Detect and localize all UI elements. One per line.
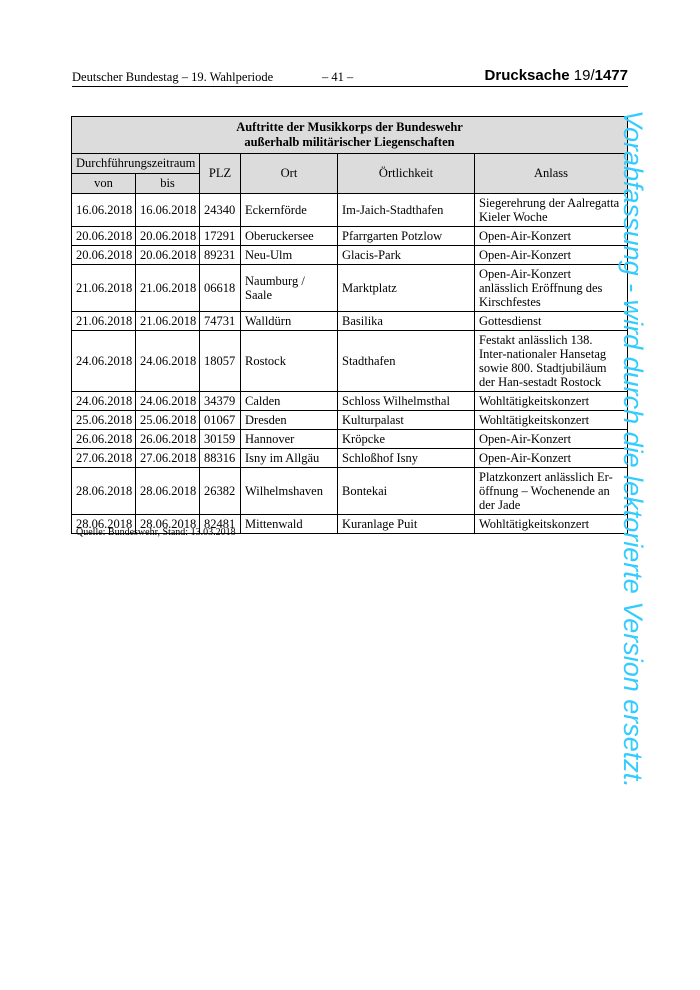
row-anlass: Siegerehrung der Aalregatta Kieler Woche xyxy=(475,194,628,227)
row-plz: 89231 xyxy=(200,246,241,265)
page-number: – 41 – xyxy=(322,70,354,84)
row-oertlichkeit: Kulturpalast xyxy=(338,411,475,430)
row-von: 20.06.2018 xyxy=(72,227,136,246)
row-oertlichkeit: Kuranlage Puit xyxy=(338,515,475,534)
col-header-anlass: Anlass xyxy=(475,154,628,194)
row-von: 21.06.2018 xyxy=(72,265,136,312)
table-row xyxy=(72,468,628,515)
document-number-main: 1477 xyxy=(594,67,628,84)
row-von: 28.06.2018 xyxy=(72,468,136,515)
row-oertlichkeit: Pfarrgarten Potzlow xyxy=(338,227,475,246)
header-rule xyxy=(72,86,628,87)
row-ort: Neu-Ulm xyxy=(241,246,338,265)
row-ort: Calden xyxy=(241,392,338,411)
row-bis: 28.06.2018 xyxy=(136,468,200,515)
row-bis: 21.06.2018 xyxy=(136,265,200,312)
table-title-line1: Auftritte der Musikkorps der Bundeswehr xyxy=(236,120,463,134)
row-anlass: Wohltätigkeitskonzert xyxy=(475,411,628,430)
row-bis: 26.06.2018 xyxy=(136,430,200,449)
row-oertlichkeit: Stadthafen xyxy=(338,331,475,392)
row-ort: Eckernförde xyxy=(241,194,338,227)
col-header-zeitraum: Durchführungszeitraum xyxy=(72,154,200,174)
row-oertlichkeit: Schloßhof Isny xyxy=(338,449,475,468)
row-plz: 74731 xyxy=(200,312,241,331)
row-anlass: Platzkonzert anlässlich Er-öffnung – Wochenende an der Jade xyxy=(475,468,628,515)
row-bis: 24.06.2018 xyxy=(136,392,200,411)
row-plz: 18057 xyxy=(200,331,241,392)
document-number-prefix: 19/ xyxy=(569,67,595,84)
row-oertlichkeit: Basilika xyxy=(338,312,475,331)
col-header-bis: bis xyxy=(136,174,200,194)
row-anlass: Open-Air-Konzert xyxy=(475,246,628,265)
row-von: 27.06.2018 xyxy=(72,449,136,468)
col-header-plz: PLZ xyxy=(200,154,241,194)
row-anlass: Festakt anlässlich 138. Inter-nationaler Hansetag sowie 800. Stadtjubiläum der Han-sestadt Rostock xyxy=(475,331,628,392)
row-von: 25.06.2018 xyxy=(72,411,136,430)
row-plz: 88316 xyxy=(200,449,241,468)
row-plz: 24340 xyxy=(200,194,241,227)
row-von: 21.06.2018 xyxy=(72,312,136,331)
row-ort: Dresden xyxy=(241,411,338,430)
table-source: Quelle: Bundeswehr, Stand: 13.03.2018 xyxy=(76,527,236,538)
table-title-line2: außerhalb militärischer Liegenschaften xyxy=(244,135,455,149)
table-row xyxy=(72,331,628,392)
row-bis: 27.06.2018 xyxy=(136,449,200,468)
row-ort: Isny im Allgäu xyxy=(241,449,338,468)
row-anlass: Open-Air-Konzert xyxy=(475,449,628,468)
row-oertlichkeit: Marktplatz xyxy=(338,265,475,312)
row-bis: 21.06.2018 xyxy=(136,312,200,331)
row-anlass: Open-Air-Konzert xyxy=(475,430,628,449)
table-row xyxy=(72,246,628,265)
table-body xyxy=(72,194,628,534)
row-plz: 26382 xyxy=(200,468,241,515)
row-oertlichkeit: Im-Jaich-Stadthafen xyxy=(338,194,475,227)
row-anlass: Open-Air-Konzert xyxy=(475,227,628,246)
row-oertlichkeit: Glacis-Park xyxy=(338,246,475,265)
draft-watermark xyxy=(618,110,682,900)
watermark-text: Vorabfassung - wird durch die lektorierte Version ersetzt. xyxy=(618,110,648,788)
table-row xyxy=(72,227,628,246)
row-ort: Oberuckersee xyxy=(241,227,338,246)
header-publication: Deutscher Bundestag – 19. Wahlperiode xyxy=(72,70,274,84)
row-oertlichkeit: Schloss Wilhelmsthal xyxy=(338,392,475,411)
row-bis: 20.06.2018 xyxy=(136,227,200,246)
row-ort: Hannover xyxy=(241,430,338,449)
row-plz: 34379 xyxy=(200,392,241,411)
col-header-von: von xyxy=(72,174,136,194)
row-plz: 30159 xyxy=(200,430,241,449)
col-header-oertlichkeit: Örtlichkeit xyxy=(338,154,475,194)
table-row xyxy=(72,449,628,468)
row-oertlichkeit: Bontekai xyxy=(338,468,475,515)
table-row xyxy=(72,392,628,411)
row-bis: 28.06.2018 xyxy=(136,515,200,534)
row-von: 20.06.2018 xyxy=(72,246,136,265)
row-plz: 17291 xyxy=(200,227,241,246)
row-plz: 01067 xyxy=(200,411,241,430)
row-ort: Rostock xyxy=(241,331,338,392)
table-row xyxy=(72,411,628,430)
document-label: Drucksache xyxy=(484,67,570,84)
row-plz: 06618 xyxy=(200,265,241,312)
table-row xyxy=(72,265,628,312)
row-anlass: Gottesdienst xyxy=(475,312,628,331)
row-ort: Mittenwald xyxy=(241,515,338,534)
row-ort: Walldürn xyxy=(241,312,338,331)
row-oertlichkeit: Kröpcke xyxy=(338,430,475,449)
row-ort: Naumburg / Saale xyxy=(241,265,338,312)
row-bis: 25.06.2018 xyxy=(136,411,200,430)
row-ort: Wilhelmshaven xyxy=(241,468,338,515)
row-bis: 24.06.2018 xyxy=(136,331,200,392)
row-von: 28.06.2018 xyxy=(72,515,136,534)
row-anlass: Wohltätigkeitskonzert xyxy=(475,392,628,411)
page-header xyxy=(72,67,628,86)
table-row xyxy=(72,312,628,331)
document-number xyxy=(485,67,628,84)
row-von: 16.06.2018 xyxy=(72,194,136,227)
row-bis: 20.06.2018 xyxy=(136,246,200,265)
events-table xyxy=(71,116,628,534)
table-row xyxy=(72,430,628,449)
table-title xyxy=(72,117,628,154)
row-von: 24.06.2018 xyxy=(72,392,136,411)
row-anlass: Wohltätigkeitskonzert xyxy=(475,515,628,534)
row-anlass: Open-Air-Konzert anlässlich Eröffnung des Kirschfestes xyxy=(475,265,628,312)
table-row xyxy=(72,194,628,227)
row-von: 26.06.2018 xyxy=(72,430,136,449)
row-bis: 16.06.2018 xyxy=(136,194,200,227)
row-plz: 82481 xyxy=(200,515,241,534)
row-von: 24.06.2018 xyxy=(72,331,136,392)
col-header-ort: Ort xyxy=(241,154,338,194)
